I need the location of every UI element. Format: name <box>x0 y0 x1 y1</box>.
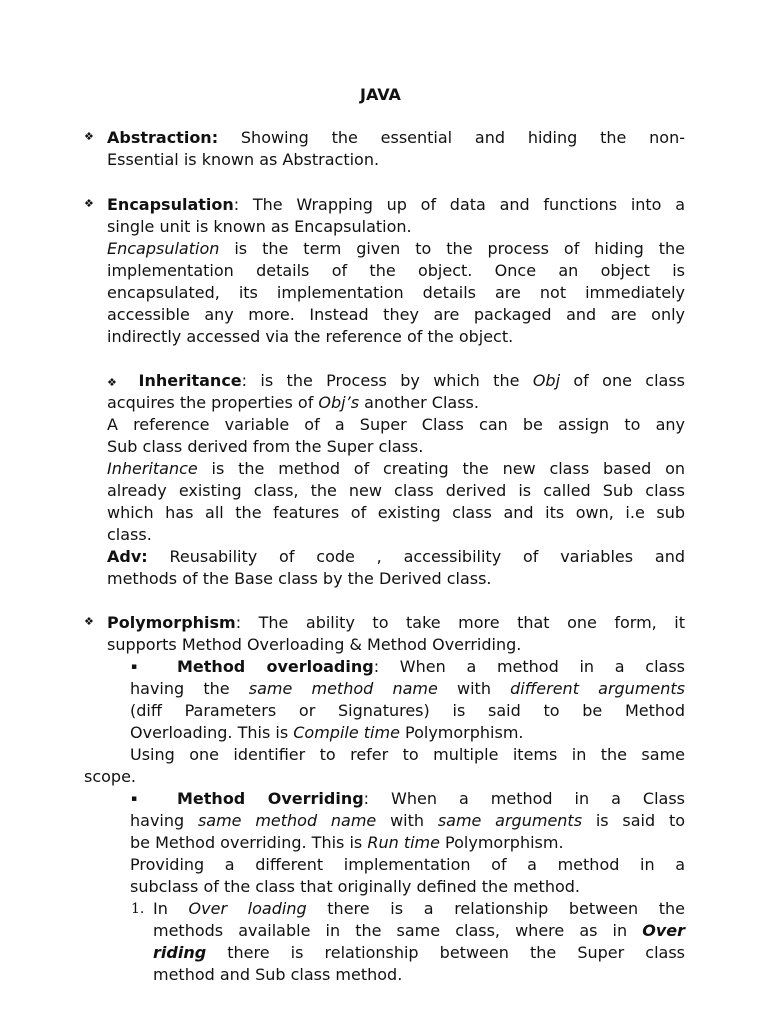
overloading-text-2a: having the <box>130 679 249 698</box>
overloading-term: Method overloading <box>177 657 374 676</box>
point1-line-1 <box>153 898 685 920</box>
overloading-em-2: different arguments <box>510 679 685 698</box>
encapsulation-line-2: single unit is known as Encapsulation. <box>107 217 412 236</box>
overloading-line-4 <box>130 722 524 744</box>
overriding-line-4: Providing a different implementation of a method in a <box>130 855 685 874</box>
inheritance-text-2a: acquires the properties of <box>107 393 319 412</box>
encapsulation-line-7: indirectly accessed via the reference of the object. <box>107 327 514 346</box>
point1-line-4: method and Sub class method. <box>153 965 403 984</box>
polymorphism-term: Polymorphism <box>107 613 236 632</box>
overriding-em-runtime: Run time <box>367 833 440 852</box>
abstraction-line-2: Essential is known as Abstraction. <box>107 150 380 169</box>
overloading-em-compile: Compile time <box>293 723 400 742</box>
point1-text-2a: methods available in the same class, where as in <box>153 921 643 940</box>
overloading-line-5: Using one identifier to refer to multiple items in the same <box>130 745 685 764</box>
point1-strong-riding: riding <box>153 943 207 962</box>
inheritance-line-3: A reference variable of a Super Class can be assign to any <box>107 415 685 434</box>
diamond-bullet-icon: ❖ <box>84 197 94 210</box>
overriding-text-3a: be Method overriding. This is <box>130 833 368 852</box>
encapsulation-line-4: implementation details of the object. Once an object is <box>107 261 685 280</box>
point1-em: Over loading <box>188 899 307 918</box>
overriding-line-2 <box>130 810 685 832</box>
inheritance-text-1a: : is the Process by which the <box>241 371 533 390</box>
abstraction-line-1 <box>107 127 685 149</box>
overriding-line-3 <box>130 832 564 854</box>
encapsulation-line-5: encapsulated, its implementation details are not immediately <box>107 283 685 302</box>
inheritance-line-7: which has all the features of existing class and its own, i.e sub <box>107 503 685 522</box>
adv-text-1: Reusability of code , accessibility of variables and <box>147 547 685 566</box>
polymorphism-text-1: : The ability to take more that one form, it <box>235 613 685 632</box>
inheritance-em: Inheritance <box>107 459 198 478</box>
inheritance-line-1 <box>107 370 685 392</box>
encapsulation-term: Encapsulation <box>107 195 234 214</box>
overloading-line-2 <box>130 678 685 700</box>
overloading-line-3: (diff Parameters or Signatures) is said to be Method <box>130 701 685 720</box>
overriding-text-2c: is said to <box>582 811 686 830</box>
encapsulation-em: Encapsulation <box>107 239 220 258</box>
point1-line-3 <box>153 942 685 964</box>
diamond-bullet-icon: ❖ <box>84 615 94 628</box>
inheritance-line-4: Sub class derived from the Super class. <box>107 437 424 456</box>
overriding-text-2a: having <box>130 811 198 830</box>
list-number: 1. <box>131 901 145 917</box>
encapsulation-text-1: : The Wrapping up of data and functions into a <box>233 195 685 214</box>
diamond-bullet-icon: ❖ <box>84 130 94 143</box>
inheritance-line-5 <box>107 458 685 480</box>
encapsulation-text-3: is the term given to the process of hiding the <box>219 239 685 258</box>
inheritance-em-obj: Obj <box>532 371 561 390</box>
abstraction-term: Abstraction: <box>107 128 219 147</box>
overriding-text-2b: with <box>376 811 438 830</box>
overloading-text-1: : When a method in a class <box>373 657 686 676</box>
inheritance-adv-line-1 <box>107 546 685 568</box>
polymorphism-line-2: supports Method Overloading & Method Overriding. <box>107 635 522 654</box>
square-bullet-icon: ▪ <box>131 662 138 672</box>
overriding-em-1: same method name <box>197 811 377 830</box>
adv-label: Adv: <box>107 547 148 566</box>
inheritance-text-5: is the method of creating the new class based on <box>197 459 685 478</box>
inheritance-text-1b: of one class <box>560 371 686 390</box>
inheritance-line-2 <box>107 392 479 414</box>
overloading-line-6: scope. <box>84 767 137 786</box>
inheritance-em-objs: Obj’s <box>318 393 360 412</box>
overloading-em-1: same method name <box>248 679 438 698</box>
overriding-term: Method Overriding <box>177 789 364 808</box>
overriding-line-1 <box>177 788 685 810</box>
overriding-text-3b: Polymorphism. <box>439 833 564 852</box>
point1-strong-over: Over <box>642 921 685 940</box>
inheritance-line-8: class. <box>107 525 152 544</box>
inheritance-line-6: already existing class, the new class derived is called Sub class <box>107 481 685 500</box>
point1-text-1a: In <box>153 899 189 918</box>
overloading-text-4a: Overloading. This is <box>130 723 294 742</box>
point1-text-3: there is relationship between the Super class <box>206 943 685 962</box>
encapsulation-line-6: accessible any more. Instead they are packaged and are only <box>107 305 685 324</box>
overloading-text-2b: with <box>437 679 511 698</box>
diamond-bullet-icon: ❖ <box>107 376 126 389</box>
point1-line-2 <box>153 920 685 942</box>
overriding-em-2: same arguments <box>437 811 583 830</box>
overriding-line-5: subclass of the class that originally defined the method. <box>130 877 580 896</box>
inheritance-adv-line-2: methods of the Base class by the Derived class. <box>107 569 492 588</box>
point1-text-1b: there is a relationship between the <box>306 899 686 918</box>
inheritance-term: Inheritance <box>138 371 242 390</box>
overriding-text-1: : When a method in a Class <box>363 789 685 808</box>
encapsulation-line-3 <box>107 238 685 260</box>
encapsulation-line-1 <box>107 194 685 216</box>
overloading-line-1 <box>177 656 685 678</box>
page-title: JAVA <box>360 85 401 104</box>
square-bullet-icon: ▪ <box>131 794 138 804</box>
inheritance-text-2b: another Class. <box>359 393 479 412</box>
abstraction-text-1: Showing the essential and hiding the non- <box>240 128 685 147</box>
polymorphism-line-1 <box>107 612 685 634</box>
overloading-text-4b: Polymorphism. <box>399 723 524 742</box>
